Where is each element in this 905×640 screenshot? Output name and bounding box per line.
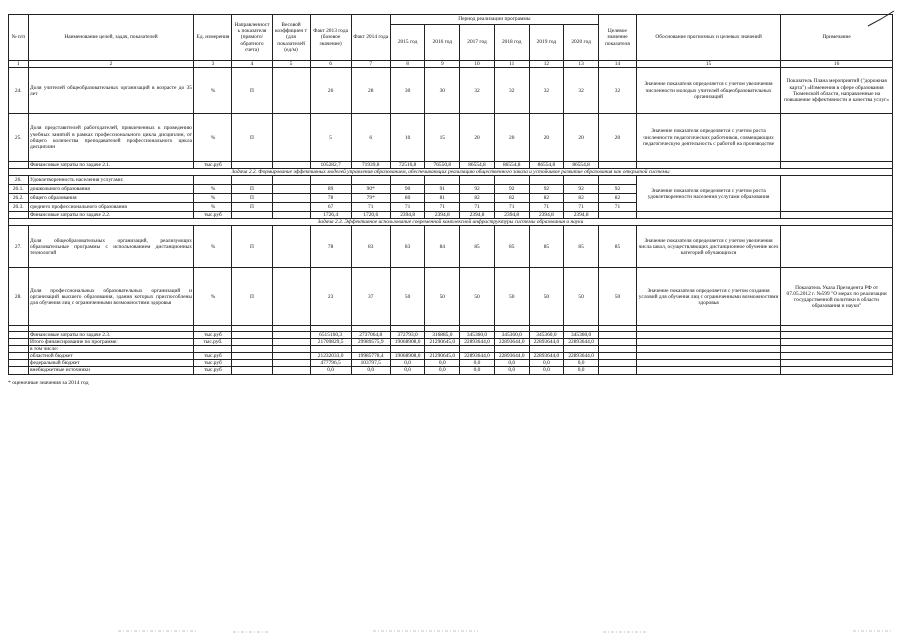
year-value: 85	[460, 226, 495, 268]
finance-row	[9, 332, 893, 339]
section-row	[9, 169, 893, 176]
column-number: 9	[425, 61, 460, 68]
row-no: 26.3.	[9, 203, 29, 212]
year-value: 72516,8	[390, 162, 425, 169]
year-value: 20	[460, 114, 495, 162]
year-value: 85	[564, 226, 599, 268]
fact-2013-cell: 21232033,0	[310, 353, 351, 360]
direction-cell: П	[232, 226, 272, 268]
unit-cell: %	[194, 68, 232, 114]
finance-row	[9, 162, 893, 169]
note-cell	[781, 226, 893, 268]
fact-2014-cell: 6	[351, 114, 390, 162]
year-value: 22893644,0	[564, 353, 599, 360]
year-value: 19068908,0	[390, 353, 425, 360]
row-no: 28.	[9, 268, 29, 326]
fact-2013-cell: 1726,4	[310, 212, 351, 219]
fact-2014-cell: 79*	[351, 194, 390, 203]
weight-cell	[272, 226, 310, 268]
column-number: 12	[529, 61, 564, 68]
fact-2014-cell: 71	[351, 203, 390, 212]
year-value: 22893644,0	[494, 339, 529, 346]
note-cell: Показатель Плана мероприятий ("дорожная карта") «Изменения в сфере образования Тюменской области, направленные на повышение эффективности и качества услуг»	[781, 68, 893, 114]
year-value: 2394,8	[460, 212, 495, 219]
note-cell: Показатель Указа Президента РФ от 07.05.2012 г. №599 "О мерах по реализации государственной политики в области образования и науки"	[781, 268, 893, 326]
column-number: 8	[390, 61, 425, 68]
year-value: 86554,8	[529, 162, 564, 169]
table-row	[9, 114, 893, 162]
year-value: 372793,0	[390, 332, 425, 339]
fact-2013-cell: 105282,7	[310, 162, 351, 169]
indicator-name: среднего профессионального образования	[28, 203, 194, 212]
indicator-name: Доля профессиональных образовательных организаций и организаций высшего образования, здания которых приспособлены для обучения лиц с ограниченными возможностями здоровья	[28, 268, 194, 326]
year-value: 22893644,0	[529, 339, 564, 346]
year-value: 2394,8	[564, 212, 599, 219]
target-cell: 50	[598, 268, 636, 326]
section-row	[9, 219, 893, 226]
year-value: 84	[425, 226, 460, 268]
year-value: 2394,8	[390, 212, 425, 219]
year-value: 345360,0	[494, 332, 529, 339]
year-value: 71	[390, 203, 425, 212]
year-value: 20	[494, 114, 529, 162]
year-value: 21290645,0	[425, 339, 460, 346]
year-value: 19068908,0	[390, 339, 425, 346]
year-value: 86554,8	[564, 162, 599, 169]
column-number: 14	[598, 61, 636, 68]
year-value: 91	[425, 185, 460, 194]
year-value: 0,0	[529, 367, 564, 374]
header-name: Наименование целей, задач, показателей	[28, 15, 194, 61]
header-unit: Ед. измерения	[194, 15, 232, 61]
header-fact-2014: Факт 2014 года	[351, 15, 390, 61]
year-value: 92	[529, 185, 564, 194]
year-value: 82	[460, 194, 495, 203]
header-year: 2020 год	[564, 25, 599, 61]
weight-cell	[272, 68, 310, 114]
year-value: 2394,8	[425, 212, 460, 219]
year-value: 71	[529, 203, 564, 212]
fact-2013-cell: 89	[310, 185, 351, 194]
rationale-cell: Значение показателя определяется с учетом роста удовлетворенности населения услугами образования	[636, 176, 780, 212]
year-value: 32	[529, 68, 564, 114]
indicator-name: дошкольного образования	[28, 185, 194, 194]
year-value: 71	[425, 203, 460, 212]
year-value: 345360,0	[460, 332, 495, 339]
unit-cell: тыс.руб.	[194, 339, 232, 346]
year-value: 50	[494, 268, 529, 326]
including-label: в том числе:	[28, 346, 194, 353]
unit-cell: тыс.руб	[194, 360, 232, 367]
column-number: 1	[9, 61, 29, 68]
fact-2014-cell: 28	[351, 68, 390, 114]
year-value: 85	[529, 226, 564, 268]
indicator-name: Удовлетворенность населения услугами:	[28, 176, 194, 185]
year-value: 50	[564, 268, 599, 326]
total-row	[9, 339, 893, 346]
direction-cell: П	[232, 114, 272, 162]
year-value: 345360,0	[529, 332, 564, 339]
unit-cell: тыс.руб	[194, 212, 232, 219]
column-number: 7	[351, 61, 390, 68]
fact-2014-cell: 19985778,4	[351, 353, 390, 360]
fact-2014-cell: 29989575,9	[351, 339, 390, 346]
year-value: 50	[390, 268, 425, 326]
header-weight: Весовой коэффициен т (для показателей (ед/м)	[272, 15, 310, 61]
row-no: 24.	[9, 68, 29, 114]
fact-2013-cell: 0,0	[310, 367, 351, 374]
year-value: 0,0	[564, 367, 599, 374]
fact-2014-cell: 103797,5	[351, 360, 390, 367]
fact-2013-cell: 26	[310, 68, 351, 114]
row-no: 27.	[9, 226, 29, 268]
column-number: 16	[781, 61, 893, 68]
year-value: 0,0	[494, 367, 529, 374]
year-value: 50	[460, 268, 495, 326]
year-value: 30	[425, 68, 460, 114]
fact-2013-cell: 67	[310, 203, 351, 212]
year-value: 20	[564, 114, 599, 162]
year-value: 21290645,0	[425, 353, 460, 360]
target-cell: 71	[598, 203, 636, 212]
fact-2013-cell: 21709829,5	[310, 339, 351, 346]
direction-cell: П	[232, 185, 272, 194]
weight-cell	[272, 114, 310, 162]
budget-label: областной бюджет	[28, 353, 194, 360]
header-year: 2018 год	[494, 25, 529, 61]
unit-cell: тыс.руб	[194, 332, 232, 339]
column-number: 5	[272, 61, 310, 68]
column-number: 4	[232, 61, 272, 68]
year-value: 15	[425, 114, 460, 162]
year-value: 0,0	[564, 360, 599, 367]
fact-2013-cell: 78	[310, 194, 351, 203]
year-value: 76550,8	[425, 162, 460, 169]
unit-cell: %	[194, 268, 232, 326]
year-value: 10	[390, 114, 425, 162]
year-value: 90	[390, 185, 425, 194]
year-value: 80	[390, 194, 425, 203]
rationale-cell: Значение показателя определяется с учетом роста численности педагогических работников, совмещающих педагогическую деятельность с работой на производстве	[636, 114, 780, 162]
fact-2013-cell: 5	[310, 114, 351, 162]
target-cell: 85	[598, 226, 636, 268]
year-value: 0,0	[460, 360, 495, 367]
fact-2013-cell: 78	[310, 226, 351, 268]
column-number-row	[9, 61, 893, 68]
year-value: 2394,8	[529, 212, 564, 219]
fact-2013-cell: 23	[310, 268, 351, 326]
year-value: 22893644,0	[460, 339, 495, 346]
direction-cell: П	[232, 68, 272, 114]
fact-2014-cell: 71939,8	[351, 162, 390, 169]
year-value: 82	[494, 194, 529, 203]
year-value: 86554,8	[460, 162, 495, 169]
year-value: 32	[494, 68, 529, 114]
weight-cell	[272, 268, 310, 326]
row-no: 26.2.	[9, 194, 29, 203]
rationale-cell: Значение показателя определяется с учетом увеличения числа школ, осуществляющих дистанционное обучение всех категорий обучающихся	[636, 226, 780, 268]
header-target: Целевое значение показателя	[598, 15, 636, 61]
year-value: 82	[564, 194, 599, 203]
column-number: 13	[564, 61, 599, 68]
indicator-name: общего образования	[28, 194, 194, 203]
target-cell: 20	[598, 114, 636, 162]
unit-cell: %	[194, 226, 232, 268]
header-note: Примечание	[781, 15, 893, 61]
year-value: 22893644,0	[529, 353, 564, 360]
column-number: 3	[194, 61, 232, 68]
year-value: 82	[529, 194, 564, 203]
unit-cell: тыс.руб	[194, 162, 232, 169]
year-value: 71	[564, 203, 599, 212]
column-number: 6	[310, 61, 351, 68]
year-value: 0,0	[425, 367, 460, 374]
year-value: 22893644,0	[494, 353, 529, 360]
fact-2014-cell: 0,0	[351, 367, 390, 374]
unit-cell: %	[194, 194, 232, 203]
program-indicators-table	[8, 14, 893, 375]
rationale-cell: Значение показателя определяется с учетом создания условий для обучения лиц с ограниченными возможностями здоровья	[636, 268, 780, 326]
year-value: 92	[460, 185, 495, 194]
year-value: 71	[494, 203, 529, 212]
header-year: 2017 год	[460, 25, 495, 61]
header-year: 2016 год	[425, 25, 460, 61]
footnote: * оценочные значения за 2014 год	[8, 380, 89, 386]
budget-label: внебюджетные источники	[28, 367, 194, 374]
fact-2014-cell: 37	[351, 268, 390, 326]
fact-2014-cell: 1720,6	[351, 212, 390, 219]
column-number: 15	[636, 61, 780, 68]
column-number: 11	[494, 61, 529, 68]
unit-cell: %	[194, 203, 232, 212]
scan-artifacts	[8, 626, 893, 636]
fact-2014-cell: 83	[351, 226, 390, 268]
fact-2013-cell: 477796,5	[310, 360, 351, 367]
document-page	[8, 14, 893, 375]
header-no: № п/п	[9, 15, 29, 61]
column-number: 10	[460, 61, 495, 68]
year-value: 0,0	[425, 360, 460, 367]
header-rationale: Обоснование прогнозных и целевых значений	[636, 15, 780, 61]
fact-2014-cell: 2737064,8	[351, 332, 390, 339]
direction-cell: П	[232, 203, 272, 212]
year-value: 32	[460, 68, 495, 114]
fact-2014-cell: 90*	[351, 185, 390, 194]
indicator-name: Доля общеобразовательных организаций, реализующих образовательные программы с использованием дистанционных технологий	[28, 226, 194, 268]
unit-cell: %	[194, 114, 232, 162]
year-value: 92	[564, 185, 599, 194]
year-value: 20	[529, 114, 564, 162]
note-cell	[781, 114, 893, 162]
table-row	[9, 346, 893, 353]
year-value: 0,0	[494, 360, 529, 367]
indicator-name: Доля учителей общеобразовательных организаций в возрасте до 35 лет	[28, 68, 194, 114]
year-value: 50	[529, 268, 564, 326]
row-no: 25.	[9, 114, 29, 162]
year-value: 85	[494, 226, 529, 268]
finance-label: Финансовые затраты по задаче 2.1.	[28, 162, 194, 169]
table-row	[9, 268, 893, 326]
header-fact-2013: Факт 2013 года (базовое значение)	[310, 15, 351, 61]
year-value: 32	[564, 68, 599, 114]
row-no: 26.1.	[9, 185, 29, 194]
table-row	[9, 68, 893, 114]
year-value: 0,0	[390, 360, 425, 367]
unit-cell: тыс.руб	[194, 353, 232, 360]
year-value: 22893644,0	[460, 353, 495, 360]
year-value: 92	[494, 185, 529, 194]
year-value: 345360,0	[564, 332, 599, 339]
table-row	[9, 226, 893, 268]
direction-cell: П	[232, 194, 272, 203]
year-value: 71	[460, 203, 495, 212]
finance-label: Финансовые затраты по задаче 2.3.	[28, 332, 194, 339]
target-cell: 92	[598, 185, 636, 194]
year-value: 0,0	[529, 360, 564, 367]
header-year: 2015 год	[390, 25, 425, 61]
table-row	[9, 176, 893, 185]
header-period: Период реализации программы	[390, 15, 598, 25]
header-year: 2019 год	[529, 25, 564, 61]
direction-cell: П	[232, 268, 272, 326]
year-value: 30	[390, 68, 425, 114]
unit-cell: %	[194, 185, 232, 194]
column-number: 2	[28, 61, 194, 68]
total-label: Итого финансирование по программе:	[28, 339, 194, 346]
section-title: Задача 2.2. Формирование эффективных моделей управления образованием, обеспечивающих реализацию общественного заказа и устойчивое развитие образования как открытой системы	[9, 169, 893, 176]
finance-label: Финансовые затраты по задаче 2.2.	[28, 212, 194, 219]
year-value: 81	[425, 194, 460, 203]
budget-row	[9, 360, 893, 367]
year-value: 2394,8	[494, 212, 529, 219]
year-value: 0,0	[390, 367, 425, 374]
year-value: 50	[425, 268, 460, 326]
rationale-cell: Значение показателя определяется с учетом увеличения численности молодых учителей общеобразовательных организаций	[636, 68, 780, 114]
year-value: 83	[390, 226, 425, 268]
budget-label: федеральный бюджет	[28, 360, 194, 367]
year-value: 316885,0	[425, 332, 460, 339]
row-no: 26.	[9, 176, 29, 185]
finance-row	[9, 212, 893, 219]
year-value: 86554,8	[494, 162, 529, 169]
budget-row	[9, 353, 893, 360]
year-value: 0,0	[460, 367, 495, 374]
target-cell: 32	[598, 68, 636, 114]
year-value: 22893644,0	[564, 339, 599, 346]
fact-2013-cell: 6515160,3	[310, 332, 351, 339]
budget-row	[9, 367, 893, 374]
header-direction: Направленност ь показателя (прямого/ обратного счета)	[232, 15, 272, 61]
target-cell: 82	[598, 194, 636, 203]
indicator-name: Доля представителей работодателей, привлеченных к проведению учебных занятий в рамках профессионального цикла дисциплин, от общего количества преподавателей профессионального цикла дисциплин	[28, 114, 194, 162]
section-title: Задача 2.3. Эффективное использование современной комплексной инфраструктуры системы образования и науки	[9, 219, 893, 226]
unit-cell: тыс.руб	[194, 367, 232, 374]
